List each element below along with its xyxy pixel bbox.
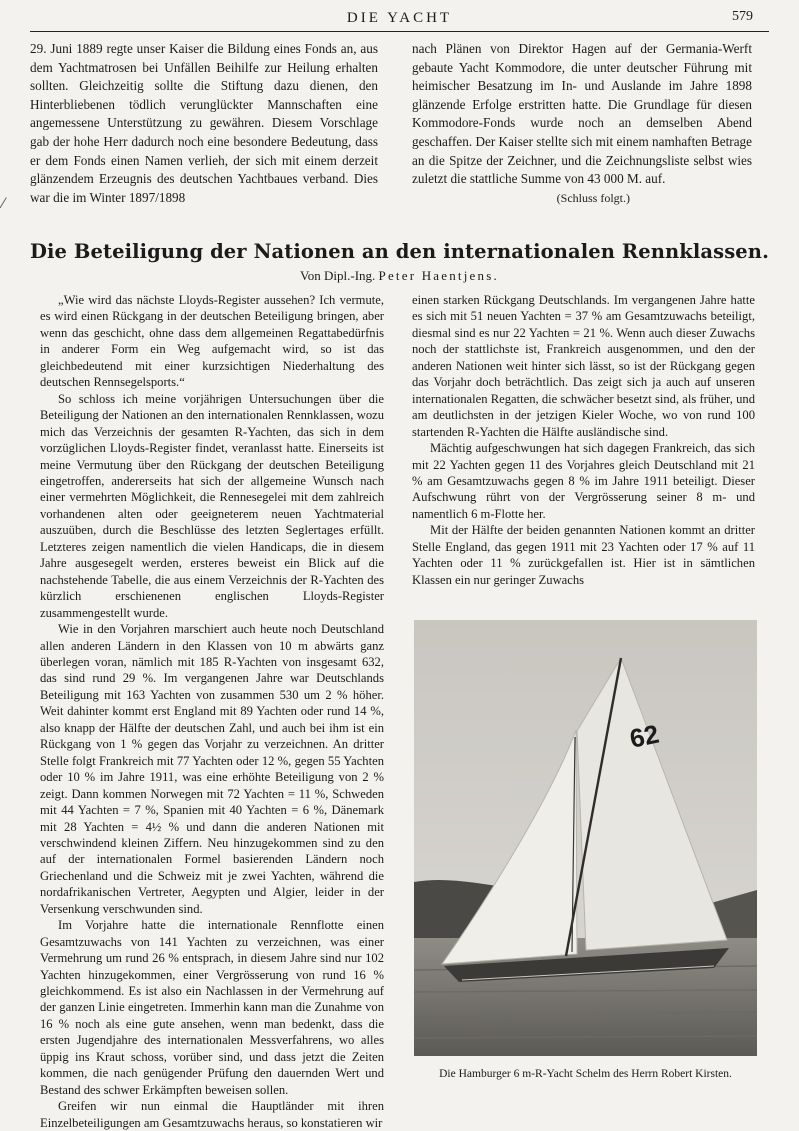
article-paragraph: Im Vorjahre hatte die internationale Rennflotte einen Gesamtzuwachs von 141 Yachten zu verzeichnen, was einer Vermehrung um rund 26 % entsprach, in diesem Jahre sind nur 102 Yachten hinzugekommen, einer Vergrösserung von rund 16 % gleichkommend. Es ist also ein Nachlassen in der Vermehrung auf der ganzen Linie eingetreten. Immerhin kann man die Zunahme von 16 % noch als eine gute ansehen, wenn man bedenkt, dass die ersten Jugendjahre des internationalen Messverfahrens, wo alles üppig ins Kraut schoss, vorüber sind, und dass jetzt die Zeiten kommen, die nach genügender Prüfung den dauernden Wert und Bestand des schwer Erkämpften beweisen sollen. xyxy=(40,918,384,1097)
article-paragraph: einen starken Rückgang Deutschlands. Im vergangenen Jahre hatte es sich mit 51 neuen Yachten = 37 % am Gesamtzuwachs beteiligt, diesmal sind es nur 22 Yachten = 21 %. Wenn auch dieser Zuwachs noch der stattlichste ist, Frankreich ausgenommen, und den der anderen Nationen weit hinter sich lässt, so ist der Rückgang gegen das Vorjahr doch beträchtlich. Das zeigt sich ja auch auf unseren internationalen Regatten, die schwächer besetzt sind, als früher, und am deutlichsten in der jetzigen Kieler Woche, wo von rund 100 startenden R-Yachten die Hälfte ausländische sind. xyxy=(412,293,755,439)
article-byline xyxy=(30,268,769,284)
article-column-right xyxy=(412,292,755,588)
article-paragraph: Mächtig aufgeschwungen hat sich dagegen Frankreich, das sich mit 22 Yachten gegen 11 des Vorjahres gleich Deutschland mit 21 % am Gesamtzuwachs gegen 8 % im Jahre 1911 beteiligt. Dieser Aufschwung rührt von der Vergrösserung seiner 8 m- und namentlich 6 m-Flotte her. xyxy=(412,441,755,521)
article-column-left xyxy=(40,292,384,1131)
article-paragraph: Wie in den Vorjahren marschiert auch heute noch Deutschland allen anderen Ländern in den Klassen von 10 m abwärts ganz überlegen voran, nämlich mit 185 R-Yachten von insgesamt 632, das sind rund 29 %. Im vergangenen Jahre war Deutschlands Beteiligung mit 163 Yachten von zusammen 530 um 2 % höher. Weit dahinter kommt erst England mit 89 Yachten oder rund 14 %, also knapp der Hälfte der deutschen Zahl, und auch bei ihm ist ein Rückgang von 1 % gegen das Vorjahr zu verzeichnen. An dritter Stelle folgt Frankreich mit 77 Yachten oder 12 %, gegen 55 Yachten oder 10 % im Jahre 1911, was eine erhöhte Beteiligung von 2 % zeigt. Dann kommen Norwegen mit 72 Yachten = 11 %, Schweden mit 44 Yachten = 7 %, Spanien mit 40 Yachten = 6 %, Dänemark mit 28 Yachten = 4½ % und dann die anderen Nationen mit verschwindend kleinen Ziffern. Neu hinzugekommen sind zu den auf der internationalen Formel basierenden Ländern noch Griechenland und die Schweiz mit je zwei Yachten, während die nordafrikanischen Vertreter, Aegypten und Algier, leider in der Versenkung verschwunden sind. xyxy=(40,622,384,916)
continued-text-left xyxy=(30,40,378,207)
article-title: Die Beteiligung der Nationen an den internationalen Rennklassen. xyxy=(30,240,769,263)
running-title: DIE YACHT xyxy=(346,10,453,26)
yacht-photo xyxy=(414,620,757,1056)
photo-caption: Die Hamburger 6 m-R-Yacht Schelm des Herrn Robert Kirsten. xyxy=(439,1068,732,1080)
article-paragraph: „Wie wird das nächste Lloyds-Register aussehen? Ich vermute, es wird einen Rückgang in der deutschen Beteiligung bringen, aber wenn das geschicht, ohne dass dem allgemeinen Regattabedürfnis in anderer Form ein Weg aufgemacht wird, so ist das gleichbedeutend mit einer kurzsichtigen Niederhaltung des deutschen Rennsegelsports.“ xyxy=(40,293,384,390)
byline-author: Peter Haentjens. xyxy=(378,268,499,283)
article-paragraph: So schloss ich meine vorjährigen Untersuchungen über die Beteiligung der Nationen an den internationalen Rennklassen, wozu mich das Verzeichnis der gesamten R-Yachten, das sich in dem vorzüglichen Lloyds-Register findet, veranlasst hatte. Einerseits ist meine Vermutung über den Rückgang der deutschen Beteiligung eingetroffen, andererseits hat sich der allgemeine Wunsch nach einer vermehrten Möglichkeit, die Rennesegelei mit dem zahlreich vorhandenen alten oder geeigneterem neuen Yachtmaterial auszuüben, durch die Beschlüsse des letzten Seglertages erfüllt. Letzteres zeigen namentlich die vielen Handicaps, die in diesem Jahre ausgesegelt werden, ersteres beweist ein Blick auf die nachstehende Tabelle, die aus einem Verzeichnis der R-Yachten des kürzlich erschienenen englischen Lloyds-Register zusammengestellt wurde. xyxy=(40,391,384,620)
running-header xyxy=(30,8,769,32)
article-paragraph: Mit der Hälfte der beiden genannten Nationen kommt an dritter Stelle England, das gegen 1911 mit 23 Yachten oder 17 % auf 11 Yachten oder 11 % zurückgefallen ist. Hier ist in sämtlichen Klassen ein nur geringer Zuwachs xyxy=(412,523,755,587)
to-be-continued-note: (Schluss folgt.) xyxy=(556,190,630,205)
margin-mark: ⁄ xyxy=(2,196,5,212)
continued-text-right xyxy=(412,40,752,207)
continued-paragraph-left: 29. Juni 1889 regte unser Kaiser die Bildung eines Fonds an, aus dem Yachtmatrosen bei Unfällen Beihilfe zur Heilung erhalten sollten. Gleichzeitig sollte die Stiftung dazu dienen, den Hinterbliebenen tödlich verunglückter Mannschaften eine angemessene Unterstützung zu gewähren. Diesem Vorschlage gab der hohe Herr dadurch noch eine besondere Bedeutung, dass er dem Fonds einen Namen verlieh, der sich mit einem derzeit glänzendem Erzeugnis des deutschen Yachtbaues verband. Dies war die im Winter 1897/1898 xyxy=(30,41,378,205)
yacht-photo-illustration xyxy=(414,620,757,1056)
continued-paragraph-right: nach Plänen von Direktor Hagen auf der Germania-Werft gebaute Yacht Kommodore, die unter deutscher Führung mit heimischer Besatzung im In- und Auslande im Jahre 1898 glänzende Erfolge erstritten hatte. Die Grundlage für diesen Kommodore-Fonds wurde noch an demselben Abend geschaffen. Der Kaiser stellte sich mit einem namhaften Betrage an die Spitze der Zeichner, und die Zeichnungsliste selbst wies zuletzt die stattliche Summe von 43 000 M. auf. xyxy=(412,41,752,187)
article-paragraph: Greifen wir nun einmal die Hauptländer mit ihren Einzelbeteiligungen am Gesamtzuwachs heraus, so konstatieren wir xyxy=(40,1099,384,1130)
byline-prefix: Von Dipl.-Ing. xyxy=(300,268,376,283)
sail-number: 62 xyxy=(627,718,662,754)
page-number: 579 xyxy=(732,9,753,24)
